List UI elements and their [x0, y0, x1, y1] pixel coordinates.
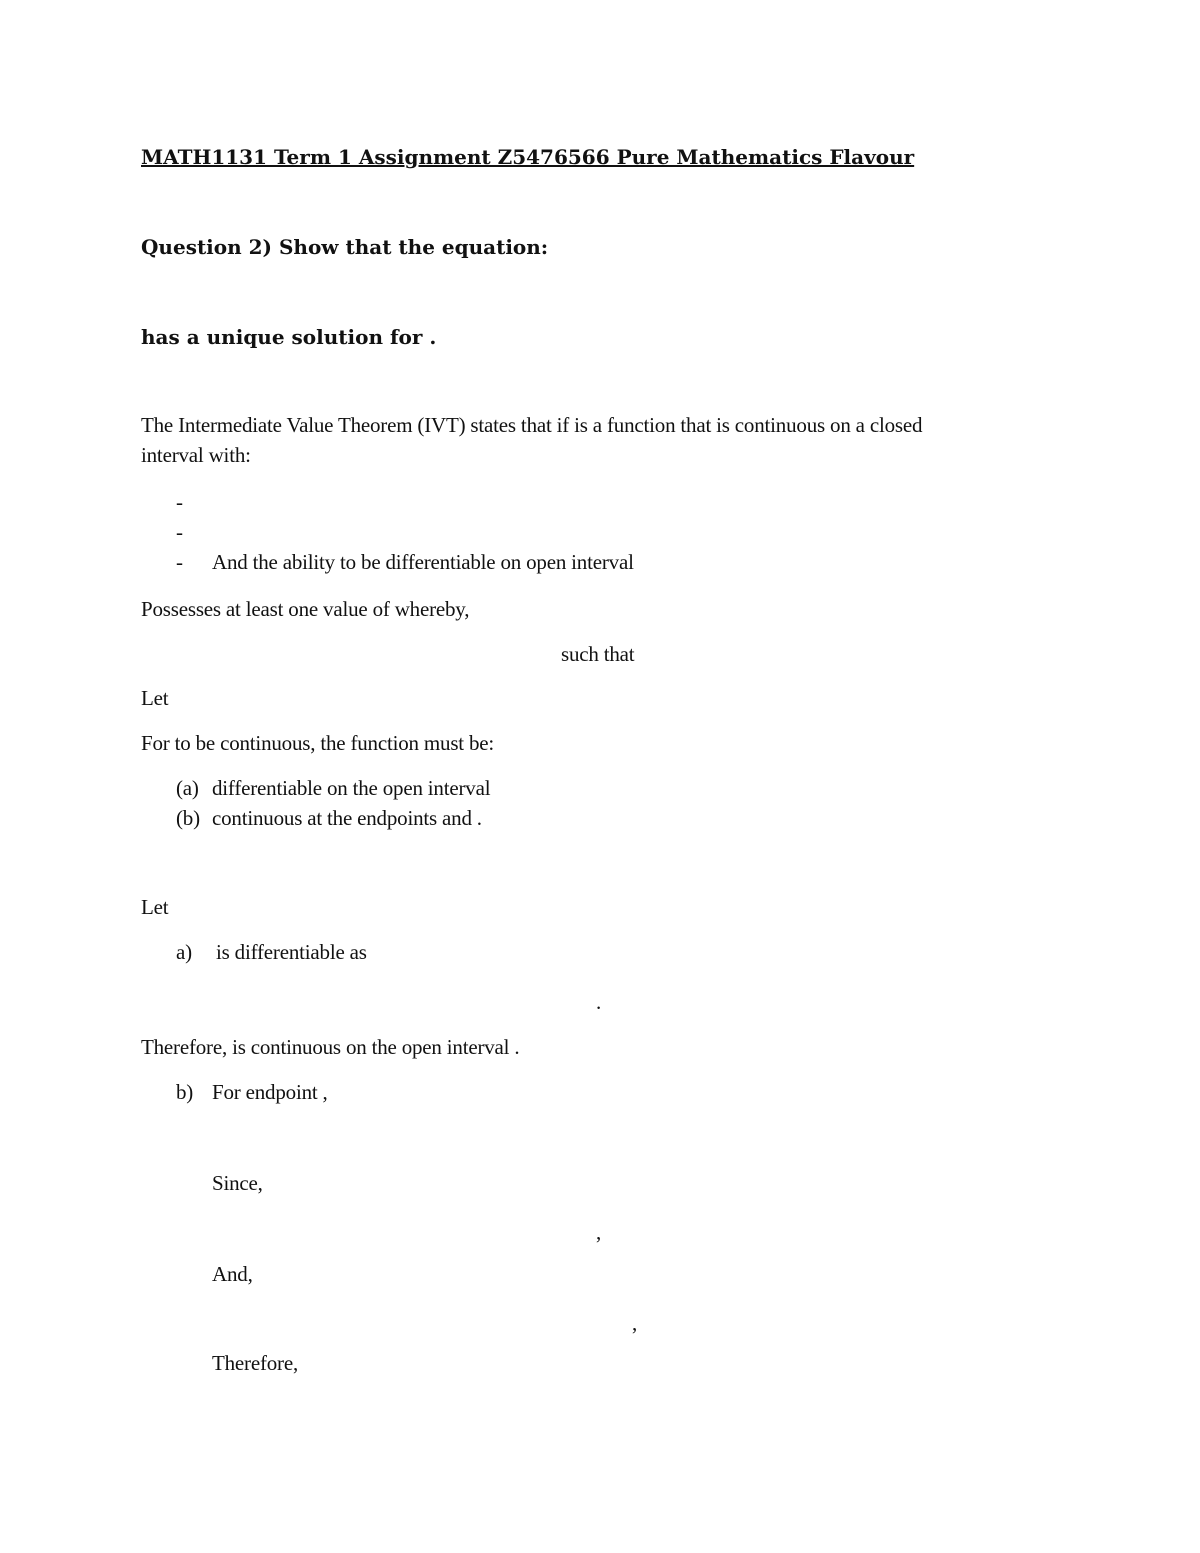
step-b-marker: b) — [176, 1080, 194, 1104]
bullet-item — [176, 520, 212, 544]
condition-marker: (b) — [176, 806, 200, 830]
comma-mark-1: , — [596, 1220, 602, 1244]
unique-solution-statement: has a unique solution for . — [141, 325, 437, 349]
therefore-label: Therefore, — [212, 1351, 299, 1375]
ivt-intro-line-1: The Intermediate Value Theorem (IVT) states that if is a function that is continuous on a closed — [141, 413, 923, 437]
step-a-text: is differentiable as — [216, 940, 367, 964]
step-a-marker: a) — [176, 940, 192, 964]
document-title: MATH1131 Term 1 Assignment Z5476566 Pure Mathematics Flavour — [141, 145, 915, 169]
step-a — [176, 940, 367, 964]
continuity-requirement: For to be continuous, the function must be: — [141, 731, 495, 755]
bullet-marker: - — [176, 550, 183, 574]
bullet-item — [176, 550, 634, 574]
bullet-marker: - — [176, 490, 183, 514]
and-label: And, — [212, 1262, 253, 1286]
step-b — [176, 1080, 328, 1104]
step-b-text: For endpoint , — [212, 1080, 328, 1104]
condition-text: differentiable on the open interval — [212, 776, 491, 800]
let-statement-1: Let — [141, 686, 169, 710]
bullet-marker: - — [176, 520, 183, 544]
bullet-text: And the ability to be differentiable on open interval — [212, 550, 634, 574]
bullet-item — [176, 490, 212, 514]
let-statement-2: Let — [141, 895, 169, 919]
condition-item — [176, 806, 482, 830]
since-label: Since, — [212, 1171, 263, 1195]
possesses-statement: Possesses at least one value of whereby, — [141, 597, 470, 621]
condition-text: continuous at the endpoints and . — [212, 806, 482, 830]
condition-item — [176, 776, 490, 800]
ivt-intro-line-2: interval with: — [141, 443, 251, 467]
condition-marker: (a) — [176, 776, 199, 800]
therefore-open-interval: Therefore, is continuous on the open interval . — [141, 1035, 520, 1059]
period-mark: . — [596, 990, 602, 1014]
comma-mark-2: , — [632, 1311, 638, 1335]
question-heading: Question 2) Show that the equation: — [141, 235, 549, 259]
such-that-label: such that — [561, 642, 635, 666]
